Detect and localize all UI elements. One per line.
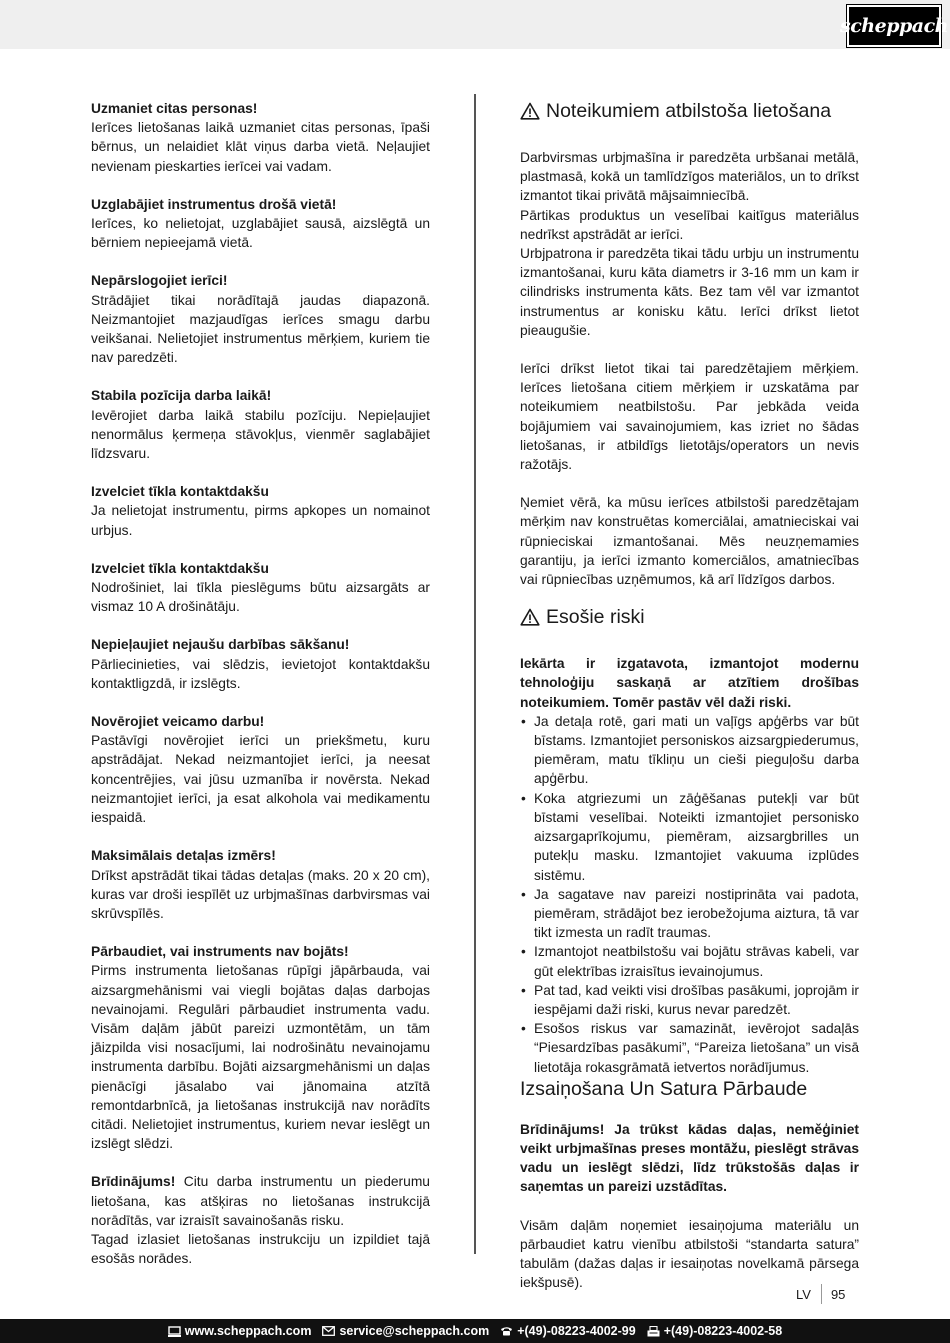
warning-block xyxy=(91,1172,430,1268)
safety-heading: Maksimālais detaļas izmērs! xyxy=(91,848,276,864)
paragraph: Visām daļām noņemiet iesaiņojuma materiālu un pārbaudiet katru vienību atbilstoši “standarta satura” tabulām (dažas daļas ir iesaiņotas novelkamā pārsega iekšpusē). xyxy=(520,1217,859,1291)
risks-list xyxy=(520,712,859,1077)
list-item: • Ja sagatave nav pareizi nostiprināta vai padota, piemēram, strādājot bez ierobežojuma aiztura, tā var tikt izmesta un radīt traumas. xyxy=(520,885,859,943)
safety-block xyxy=(91,99,430,176)
safety-text: Nodrošiniet, lai tīkla pieslēgums būtu aizsargāts ar vismaz 10 A drošinātāju. xyxy=(91,580,430,615)
safety-text: Pirms instrumenta lietošanas rūpīgi jāpārbauda, vai aizsargmehānismi vai viegli bojātas daļas darbojas nevainojami. Regulāri pārbaudiet instrumenta vadu. Visām daļām jābūt pareizi uzmontētām, un tām jāizpilda visi nosacījumi, lai nodrošinātu nevainojamu instrumenta darbību. Bojāti aizsargmehānismi un daļas pienācīgi jāsalabo vai jānomaina atzītā remontdarbnīcā, ja lietošanas instrukcijā nav norādīts citādi. Nelietojiet instrumentus, kuriem nevar ieslēgt un izslēgt slēdzi. xyxy=(91,963,430,1152)
safety-block xyxy=(91,635,430,693)
safety-heading: Novērojiet veicamo darbu! xyxy=(91,714,265,730)
list-item: • Koka atgriezumi un zāģēšanas putekļi var būt bīstami veselībai. Noteikti izmantojiet personisko aizsargaprīkojumu, piemēram, aizsargbrilles un putekļu masku. Izmantojiet vakuuma izplūdes sistēmu. xyxy=(520,789,859,885)
safety-text: Pastāvīgi novērojiet ierīci un priekšmetu, kuru apstrādājat. Nekad neizmantojiet ierīci, ja neesat koncentrējies, vai jūsu uzmanība ir novērsta. Nekad neizmantojiet ierīci, ja esat alkohola vai medikamentu iespaidā. xyxy=(91,733,430,826)
section-heading-residual-risks xyxy=(520,605,859,629)
safety-heading: Stabila pozīcija darba laikā! xyxy=(91,388,272,404)
paragraph: Ierīci drīkst lietot tikai tai paredzētajiem mērķiem. Ierīces lietošana citiem mērķiem ir uzskatāma par noteikumiem neatbilstošu. Par jebkāda veida bojājumiem vai savainojumiem, kas izriet no šādas lietošanas, ir atbildīgs lietotājs/operators un nevis ražotājs. xyxy=(520,361,859,473)
phone-icon xyxy=(500,1326,513,1336)
safety-heading: Izvelciet tīkla kontaktdakšu xyxy=(91,484,269,500)
paragraph: Darbvirsmas urbjmašīna ir paredzēta urbšanai metālā, plastmasā, kokā un tamlīdzīgos materiālos, un to drīkst izmantot tikai privātā mājsaimniecībā. xyxy=(520,150,859,204)
website-text: www.scheppach.com xyxy=(184,1324,312,1338)
computer-icon xyxy=(168,1326,181,1337)
safety-heading: Nepārslogojiet ierīci! xyxy=(91,273,228,289)
safety-block xyxy=(91,271,430,367)
unpacking-warning: Brīdinājums! Ja trūkst kādas daļas, neměģiniet veikt urbjmašīnas preses montāžu, pieslēgt strāvas vadu un ieslēgt slēdzi, līdz trūkstošās daļas ir saņemtas un pareizi uzstādītas. xyxy=(520,1121,859,1195)
safety-text: Ja nelietojat instrumentu, pirms apkopes un nomainot urbjus. xyxy=(91,503,430,538)
email-text: service@scheppach.com xyxy=(339,1324,490,1338)
section-title: Noteikumiem atbilstoša lietošana xyxy=(546,100,832,122)
footer-website[interactable] xyxy=(168,1324,312,1338)
safety-block xyxy=(91,482,430,540)
footer-bar xyxy=(0,1319,950,1343)
safety-heading: Nepieļaujiet nejaušu darbības sākšanu! xyxy=(91,637,350,653)
warning-body: Citu darba instrumentu un piederumu lietošana, kas atšķiras no lietošanas instrukcijā norādītās, var izraisīt savainošanās risku. xyxy=(91,1174,430,1228)
scheppach-logo: scheppach xyxy=(847,5,941,47)
safety-block xyxy=(91,195,430,253)
safety-block xyxy=(91,386,430,463)
email-icon xyxy=(322,1326,335,1336)
safety-heading: Pārbaudiet, vai instruments nav bojāts! xyxy=(91,944,349,960)
safety-text: Pārliecinieties, vai slēdzis, ievietojot kontaktdakšu kontaktligzdā, ir izslēgts. xyxy=(91,656,430,691)
right-column xyxy=(520,99,859,1292)
list-item: • Esošos riskus var samazināt, ievērojot sadaļās “Piesardzības pasākumi”, “Pareiza lietošana” un visā lietotāja rokasgrāmatā ietvertos norādījumus. xyxy=(520,1019,859,1077)
warning-label: Brīdinājums! xyxy=(91,1174,176,1190)
language-code: LV xyxy=(796,1286,811,1302)
list-item: • Izmantojot neatbilstošu vai bojātu strāvas kabeli, var gūt elektrības izraisītus ievainojumus. xyxy=(520,942,859,980)
safety-heading: Uzmaniet citas personas! xyxy=(91,101,258,116)
warning-text xyxy=(91,1172,430,1230)
section-title: Esošie riski xyxy=(546,606,645,629)
warning-triangle-icon xyxy=(520,608,540,626)
section-heading-intended-use xyxy=(520,99,859,123)
safety-text: Strādājiet tikai norādītajā jaudas diapazonā. Neizmantojiet mazjaudīgas ierīces smagu darbu veikšanai. Nelietojiet instrumentus mērķiem, kuriem tie nav paredzēti. xyxy=(91,292,430,366)
safety-text: Ievērojiet darba laikā stabilu pozīciju. Nepieļaujiet nenormālus ķermeņa stāvokļus, vienmēr saglabājiet līdzsvaru. xyxy=(91,407,430,462)
list-item: • Pat tad, kad veikti visi drošības pasākumi, joprojām ir iespējami daži riski, kurus nevar paredzēt. xyxy=(520,981,859,1019)
fax-icon xyxy=(647,1326,660,1337)
safety-text: Drīkst apstrādāt tikai tādas detaļas (maks. 20 x 20 cm), kuras var droši iespīlēt uz urbjmašīnas darbvirsmas vai skrūvspīlēs. xyxy=(91,867,430,921)
page-number-value: 95 xyxy=(830,1286,846,1302)
warning-text-2: Tagad izlasiet lietošanas instrukciju un izpildiet tajā esošās norādes. xyxy=(91,1231,430,1267)
paragraph: Urbjpatrona ir paredzēta tikai tādu urbju un instrumentu izmantošanai, kuru kāta diametrs ir 3-16 mm un kam ir cilindrisks instrumenta kāts. Bez tam vēl var izmantot instrumentus ar konisku kātu. Ierīci drīkst lietot pieaugušie. xyxy=(520,246,859,338)
paragraph: Pārtikas produktus un veselībai kaitīgus materiālus nedrīkst apstrādāt ar ierīci. xyxy=(520,207,859,242)
footer-phone[interactable] xyxy=(500,1324,636,1338)
left-column xyxy=(91,99,430,1268)
page-number xyxy=(796,1284,845,1304)
safety-block xyxy=(91,712,430,827)
column-divider xyxy=(474,94,476,1254)
safety-heading: Izvelciet tīkla kontaktdakšu xyxy=(91,560,269,576)
safety-block xyxy=(91,559,430,617)
safety-text: Ierīces, ko nelietojat, uzglabājiet sausā, aizslēgtā un bērniem nepieejamā vietā. xyxy=(91,216,430,251)
footer-fax[interactable] xyxy=(647,1324,783,1338)
fax-text: +(49)-08223-4002-58 xyxy=(663,1324,783,1338)
safety-block xyxy=(91,846,430,923)
safety-text: Ierīces lietošanas laikā uzmaniet citas personas, īpaši bērnus, un nelaidiet klāt viņus darba vietā. Neļaujiet nevienam pieskarties ierīcei vai vadam. xyxy=(91,120,430,174)
header-bar xyxy=(0,0,950,49)
page-number-divider xyxy=(821,1284,822,1304)
safety-block xyxy=(91,942,430,1153)
warning-triangle-icon xyxy=(520,102,540,120)
paragraph: Ņemiet vērā, ka mūsu ierīces atbilstoši paredzētajam mērķim nav konstruētas komerciālai, amatnieciskai vai rūpnieciskai izmantošanai. Mēs neuzņemamies garantiju, ja ierīci izmanto komerciālos, amatniecības vai rūpniecības uzņēmumos, kā arī līdzīgos darbos. xyxy=(520,495,859,588)
footer-email[interactable] xyxy=(322,1324,489,1338)
list-item: • Ja detaļa rotē, gari mati un vaļīgs apģērbs var būt bīstams. Izmantojiet personiskos aizsargpiederumus, piemēram, matu tīkliņu un cieši pieguļošu darba apģērbu. xyxy=(520,712,859,789)
safety-heading: Uzglabājiet instrumentus drošā vietā! xyxy=(91,196,337,212)
phone-text: +(49)-08223-4002-99 xyxy=(517,1324,636,1338)
section-title-unpacking: Izsaiņošana Un Satura Pārbaude xyxy=(520,1077,808,1100)
risks-intro: Iekārta ir izgatavota, izmantojot modernu tehnoloģiju saskaņā ar atzītiem drošības noteikumiem. Tomēr pastāv vēl daži riski. xyxy=(520,656,859,710)
